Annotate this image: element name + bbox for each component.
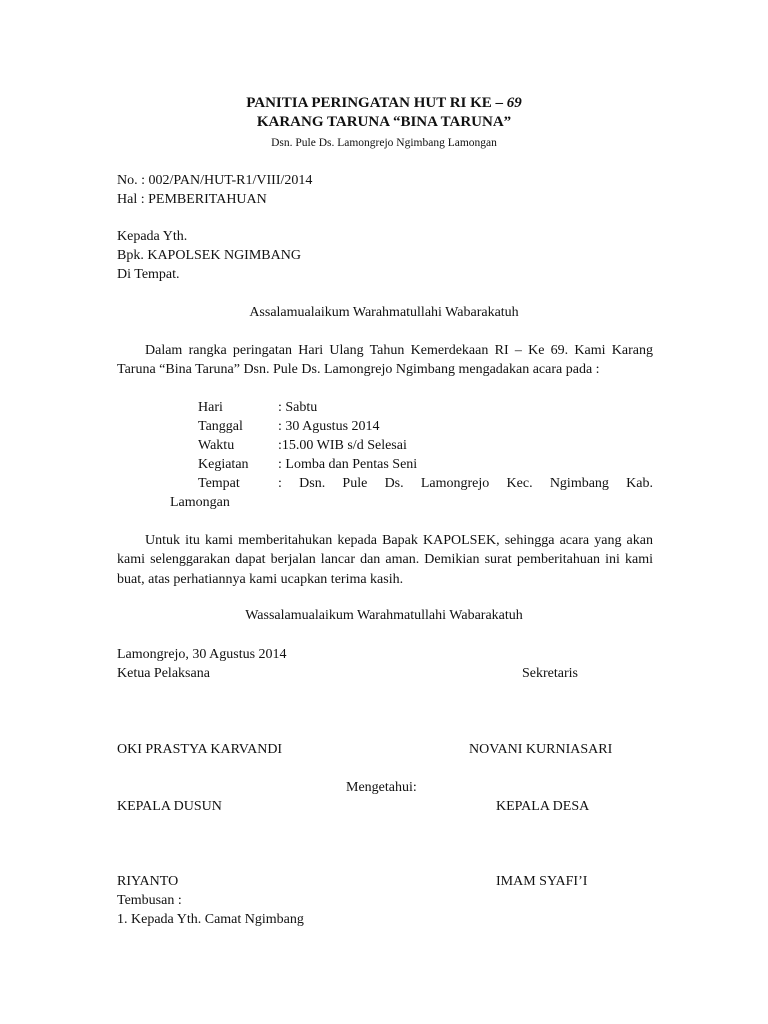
detail-row-place — [0, 475, 768, 492]
detail-row-day — [0, 399, 768, 416]
cc-label: Tembusan : — [117, 893, 182, 908]
recipient-name: Bpk. KAPOLSEK NGIMBANG — [117, 248, 301, 263]
letter-title — [0, 95, 768, 112]
right-approver-name: IMAM SYAFI’I — [496, 874, 588, 889]
detail-label: Hari — [198, 400, 223, 415]
detail-value: :15.00 WIB s/d Selesai — [278, 438, 407, 453]
recipient-location: Di Tempat. — [117, 267, 180, 282]
right-approver-role: KEPALA DESA — [496, 799, 590, 814]
detail-row-time — [0, 437, 768, 454]
detail-label: Waktu — [198, 438, 235, 453]
detail-value: : 30 Agustus 2014 — [278, 419, 380, 434]
opening-greeting: Assalamualaikum Warahmatullahi Wabarakatuh — [249, 305, 519, 320]
letter-number: No. : 002/PAN/HUT-R1/VIII/2014 — [117, 173, 313, 188]
right-signatory-name: NOVANI KURNIASARI — [469, 742, 613, 757]
body-paragraph-1: Dalam rangka peringatan Hari Ulang Tahun Kemerdekaan RI – Ke 69. Kami Karang Taruna “Bina Taruna” Dsn. Pule Ds. Lamongrejo Ngimbang mengadakan acara pada : — [117, 343, 653, 378]
detail-label: Kegiatan — [198, 457, 249, 472]
detail-label: Tempat — [198, 476, 240, 491]
body-paragraph-2: Untuk itu kami memberitahukan kepada Bapak KAPOLSEK, sehingga acara yang akan kami selenggarakan dapat berjalan lancar dan aman. Demikian surat pemberitahuan ini kami buat, atas perhatiannya kami ucapkan terima kasih. — [117, 533, 653, 587]
detail-row-activity — [0, 456, 768, 473]
detail-value: : Lomba dan Pentas Seni — [278, 457, 418, 472]
cc-item: 1. Kepada Yth. Camat Ngimbang — [117, 912, 304, 927]
acknowledged-label: Mengetahui: — [346, 780, 417, 795]
left-signatory-role: Ketua Pelaksana — [117, 666, 210, 681]
title-number: 69 — [506, 95, 522, 111]
left-signatory-name: OKI PRASTYA KARVANDI — [117, 742, 283, 757]
closing-greeting: Wassalamualaikum Warahmatullahi Wabarakatuh — [245, 608, 523, 623]
letter-subject: Hal : PEMBERITAHUAN — [117, 192, 267, 207]
title-prefix: PANITIA PERINGATAN HUT RI KE – — [246, 95, 507, 111]
detail-value: : Sabtu — [278, 400, 318, 415]
left-approver-name: RIYANTO — [117, 874, 179, 889]
organization-address: Dsn. Pule Ds. Lamongrejo Ngimbang Lamongan — [271, 137, 497, 149]
left-approver-role: KEPALA DUSUN — [117, 799, 222, 814]
detail-value: : Dsn. Pule Ds. Lamongrejo Kec. Ngimbang Kab. — [278, 476, 653, 491]
recipient-salutation: Kepada Yth. — [117, 229, 188, 244]
organization-name: KARANG TARUNA “BINA TARUNA” — [256, 114, 512, 130]
detail-label: Tanggal — [198, 419, 243, 434]
detail-place-continuation: Lamongan — [170, 495, 230, 510]
place-date: Lamongrejo, 30 Agustus 2014 — [117, 647, 287, 662]
detail-row-date — [0, 418, 768, 435]
right-signatory-role: Sekretaris — [522, 666, 578, 681]
